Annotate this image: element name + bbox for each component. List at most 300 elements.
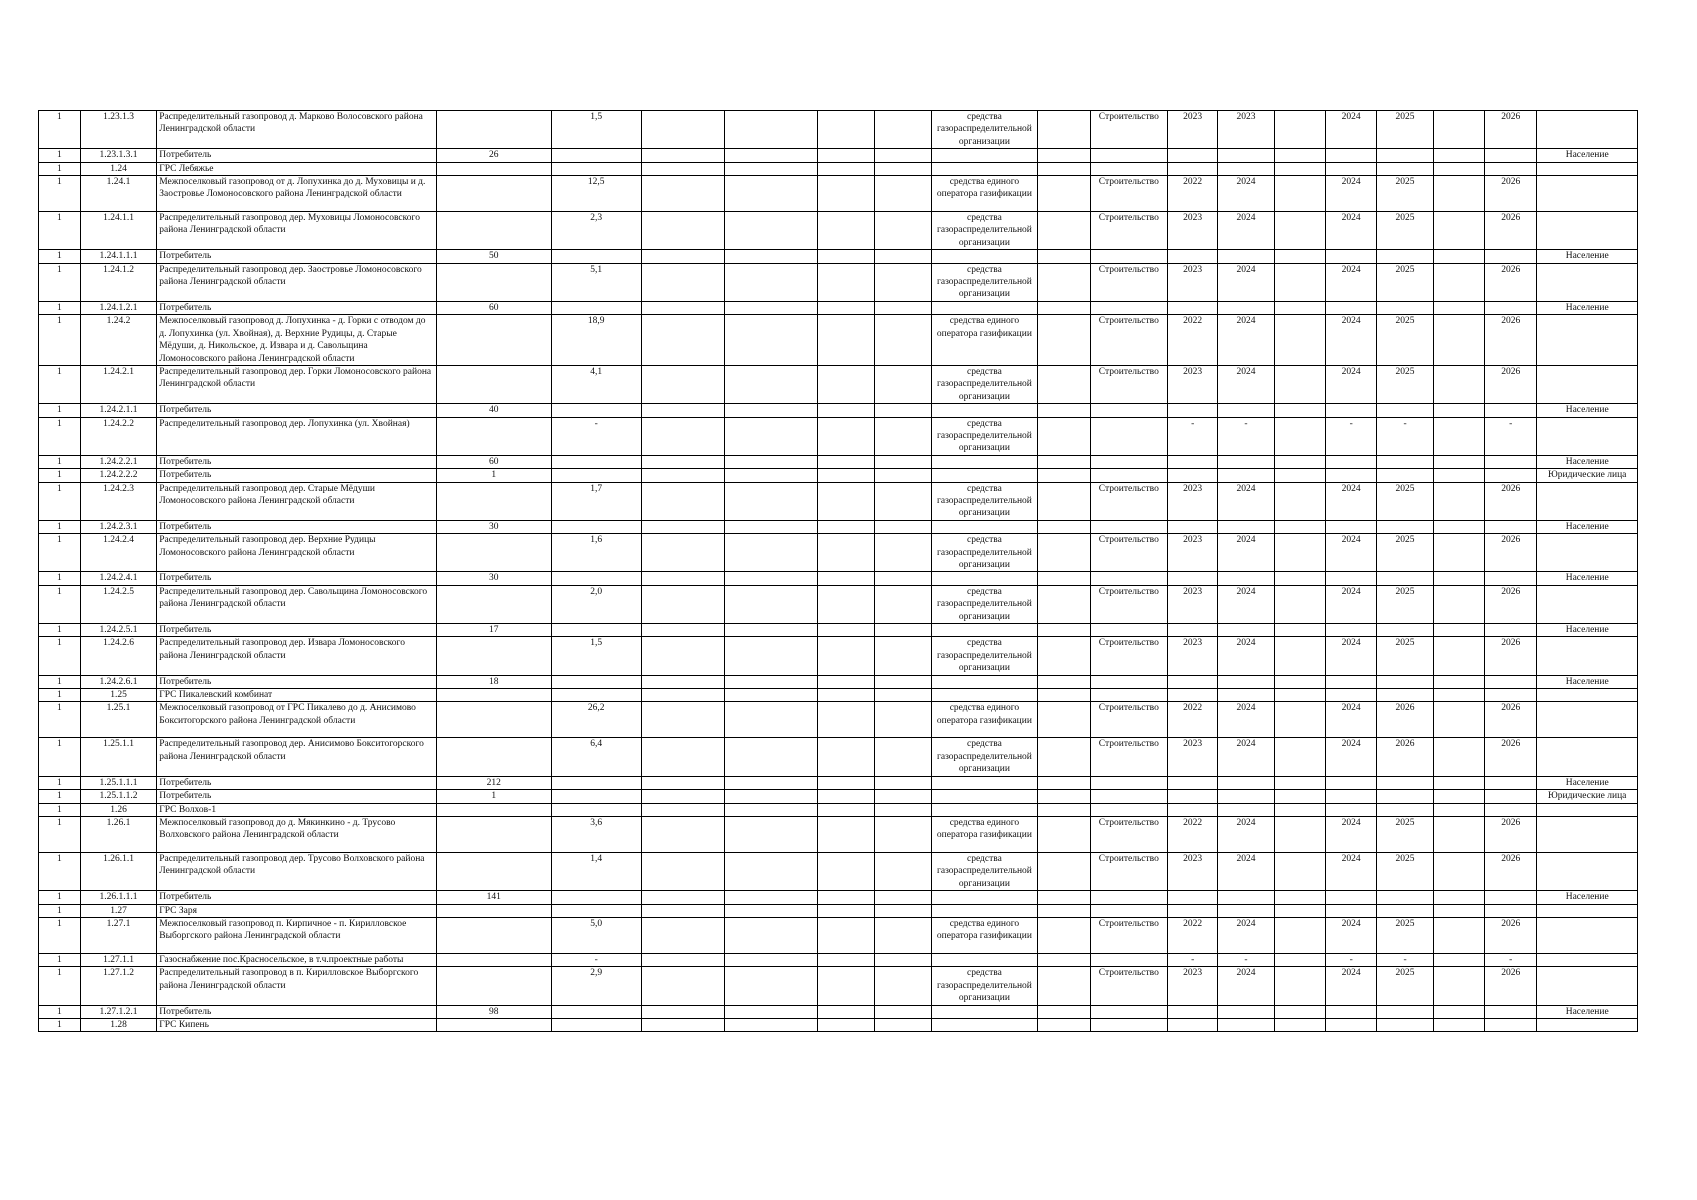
col-end-year bbox=[1218, 624, 1275, 637]
col-empty-7 bbox=[817, 803, 875, 816]
col-funding: средства газораспределительной организации bbox=[931, 365, 1038, 403]
col-length bbox=[551, 162, 641, 175]
col-consumer-type bbox=[1537, 852, 1638, 890]
col-project-start: 2024 bbox=[1326, 637, 1377, 675]
col-empty-10 bbox=[1038, 790, 1090, 803]
col-length: 1,5 bbox=[551, 111, 641, 149]
col-number: 1.24.2.6 bbox=[80, 637, 156, 675]
col-work-type: Строительство bbox=[1090, 816, 1167, 852]
col-consumer-type: Население bbox=[1537, 301, 1638, 314]
col-funding bbox=[931, 1018, 1038, 1031]
col-consumer-type: Население bbox=[1537, 891, 1638, 904]
col-consumer-type bbox=[1537, 967, 1638, 1005]
col-project-start bbox=[1326, 1018, 1377, 1031]
col-empty-17 bbox=[1433, 455, 1484, 468]
col-empty-14 bbox=[1274, 816, 1325, 852]
col-consumer-type bbox=[1537, 417, 1638, 455]
col-number: 1.24.1.2 bbox=[80, 263, 156, 301]
col-consumers: 98 bbox=[436, 1005, 551, 1018]
col-empty-10 bbox=[1038, 469, 1090, 482]
col-length: 26,2 bbox=[551, 702, 641, 738]
col-empty-17 bbox=[1433, 816, 1484, 852]
col-empty-14 bbox=[1274, 301, 1325, 314]
col-funding: средства единого оператора газификации bbox=[931, 176, 1038, 212]
col-empty-17 bbox=[1433, 301, 1484, 314]
col-consumer-type bbox=[1537, 315, 1638, 366]
col-empty-7 bbox=[817, 301, 875, 314]
col-empty-7 bbox=[817, 702, 875, 738]
col-funding bbox=[931, 776, 1038, 789]
col-empty-17 bbox=[1433, 482, 1484, 520]
col-flag: 1 bbox=[39, 967, 81, 1005]
col-number: 1.24.2.3.1 bbox=[80, 520, 156, 533]
col-consumer-type bbox=[1537, 917, 1638, 953]
col-consumer-type: Население bbox=[1537, 675, 1638, 688]
col-flag: 1 bbox=[39, 250, 81, 263]
col-empty-5 bbox=[641, 315, 725, 366]
col-work-type bbox=[1090, 469, 1167, 482]
col-funding: средства единого оператора газификации bbox=[931, 315, 1038, 366]
col-end-year bbox=[1218, 776, 1275, 789]
col-project-end: 2025 bbox=[1377, 816, 1434, 852]
col-empty-8 bbox=[875, 738, 932, 776]
col-empty-10 bbox=[1038, 816, 1090, 852]
col-name: Потребитель bbox=[157, 624, 436, 637]
col-empty-17 bbox=[1433, 149, 1484, 162]
col-empty-10 bbox=[1038, 637, 1090, 675]
col-empty-5 bbox=[641, 953, 725, 966]
col-consumers bbox=[436, 585, 551, 623]
col-empty-14 bbox=[1274, 417, 1325, 455]
col-empty-5 bbox=[641, 675, 725, 688]
table-row bbox=[39, 417, 1638, 455]
col-flag: 1 bbox=[39, 469, 81, 482]
col-empty-8 bbox=[875, 1018, 932, 1031]
col-empty-5 bbox=[641, 967, 725, 1005]
col-flag: 1 bbox=[39, 572, 81, 585]
col-empty-7 bbox=[817, 417, 875, 455]
col-consumers bbox=[436, 967, 551, 1005]
col-length bbox=[551, 624, 641, 637]
col-empty-8 bbox=[875, 482, 932, 520]
col-empty-17 bbox=[1433, 250, 1484, 263]
col-empty-6 bbox=[725, 469, 817, 482]
col-empty-14 bbox=[1274, 689, 1325, 702]
col-empty-6 bbox=[725, 689, 817, 702]
col-consumer-type: Население bbox=[1537, 776, 1638, 789]
col-number: 1.27.1.2 bbox=[80, 967, 156, 1005]
col-name: Потребитель bbox=[157, 572, 436, 585]
col-end-year bbox=[1218, 572, 1275, 585]
col-consumer-type bbox=[1537, 585, 1638, 623]
col-empty-7 bbox=[817, 917, 875, 953]
col-empty-7 bbox=[817, 404, 875, 417]
col-length bbox=[551, 149, 641, 162]
col-flag: 1 bbox=[39, 111, 81, 149]
col-consumers bbox=[436, 176, 551, 212]
col-start-year: 2023 bbox=[1168, 637, 1218, 675]
col-number: 1.26 bbox=[80, 803, 156, 816]
col-start-year: - bbox=[1168, 417, 1218, 455]
col-project-end: 2025 bbox=[1377, 637, 1434, 675]
col-length: 1,6 bbox=[551, 534, 641, 572]
col-project-start bbox=[1326, 455, 1377, 468]
col-funding: средства единого оператора газификации bbox=[931, 816, 1038, 852]
col-empty-17 bbox=[1433, 404, 1484, 417]
col-start-year bbox=[1168, 404, 1218, 417]
col-start-year: 2023 bbox=[1168, 212, 1218, 250]
table-row bbox=[39, 1018, 1638, 1031]
col-flag: 1 bbox=[39, 776, 81, 789]
col-empty-6 bbox=[725, 111, 817, 149]
col-project-end: 2025 bbox=[1377, 315, 1434, 366]
col-empty-8 bbox=[875, 689, 932, 702]
col-name: Потребитель bbox=[157, 455, 436, 468]
col-consumer-type: Население bbox=[1537, 1005, 1638, 1018]
col-length bbox=[551, 301, 641, 314]
col-funding bbox=[931, 162, 1038, 175]
col-empty-7 bbox=[817, 111, 875, 149]
col-empty-10 bbox=[1038, 520, 1090, 533]
col-flag: 1 bbox=[39, 162, 81, 175]
col-empty-5 bbox=[641, 250, 725, 263]
col-consumers bbox=[436, 482, 551, 520]
col-end-year: 2024 bbox=[1218, 212, 1275, 250]
col-length bbox=[551, 776, 641, 789]
table-row bbox=[39, 1005, 1638, 1018]
col-number: 1.27.1 bbox=[80, 917, 156, 953]
col-empty-17 bbox=[1433, 365, 1484, 403]
col-empty-10 bbox=[1038, 852, 1090, 890]
col-start-year: 2023 bbox=[1168, 585, 1218, 623]
col-work-type bbox=[1090, 953, 1167, 966]
col-name: ГРС Кипень bbox=[157, 1018, 436, 1031]
col-funding bbox=[931, 404, 1038, 417]
col-empty-10 bbox=[1038, 891, 1090, 904]
col-start-year: 2023 bbox=[1168, 365, 1218, 403]
col-project-start bbox=[1326, 624, 1377, 637]
col-start-year: 2022 bbox=[1168, 315, 1218, 366]
col-project-end bbox=[1377, 675, 1434, 688]
col-empty-17 bbox=[1433, 624, 1484, 637]
col-funding bbox=[931, 790, 1038, 803]
col-flag: 1 bbox=[39, 917, 81, 953]
col-empty-7 bbox=[817, 953, 875, 966]
col-consumer-type: Население bbox=[1537, 404, 1638, 417]
col-empty-8 bbox=[875, 585, 932, 623]
col-empty-17 bbox=[1433, 572, 1484, 585]
col-commission-year: 2026 bbox=[1485, 176, 1537, 212]
col-empty-17 bbox=[1433, 212, 1484, 250]
col-start-year bbox=[1168, 1005, 1218, 1018]
col-project-start bbox=[1326, 162, 1377, 175]
col-empty-17 bbox=[1433, 803, 1484, 816]
col-empty-10 bbox=[1038, 917, 1090, 953]
col-project-end: 2026 bbox=[1377, 702, 1434, 738]
col-empty-8 bbox=[875, 702, 932, 738]
col-empty-7 bbox=[817, 891, 875, 904]
col-project-end bbox=[1377, 891, 1434, 904]
col-end-year: 2024 bbox=[1218, 917, 1275, 953]
col-work-type bbox=[1090, 1005, 1167, 1018]
col-funding: средства газораспределительной организации bbox=[931, 738, 1038, 776]
col-start-year bbox=[1168, 891, 1218, 904]
col-flag: 1 bbox=[39, 803, 81, 816]
col-length bbox=[551, 1018, 641, 1031]
col-empty-5 bbox=[641, 572, 725, 585]
gas-pipeline-table bbox=[38, 110, 1638, 1032]
col-start-year: 2023 bbox=[1168, 738, 1218, 776]
col-consumer-type bbox=[1537, 176, 1638, 212]
col-empty-8 bbox=[875, 917, 932, 953]
col-empty-17 bbox=[1433, 534, 1484, 572]
col-number: 1.25.1.1.1 bbox=[80, 776, 156, 789]
col-start-year bbox=[1168, 520, 1218, 533]
col-empty-17 bbox=[1433, 417, 1484, 455]
col-length: 4,1 bbox=[551, 365, 641, 403]
col-work-type: Строительство bbox=[1090, 702, 1167, 738]
col-empty-8 bbox=[875, 149, 932, 162]
col-empty-10 bbox=[1038, 702, 1090, 738]
col-empty-7 bbox=[817, 816, 875, 852]
table-row bbox=[39, 585, 1638, 623]
col-empty-10 bbox=[1038, 572, 1090, 585]
col-empty-10 bbox=[1038, 365, 1090, 403]
col-project-end bbox=[1377, 790, 1434, 803]
col-empty-14 bbox=[1274, 176, 1325, 212]
col-empty-8 bbox=[875, 953, 932, 966]
col-empty-17 bbox=[1433, 162, 1484, 175]
col-consumer-type bbox=[1537, 689, 1638, 702]
col-empty-6 bbox=[725, 572, 817, 585]
col-consumer-type bbox=[1537, 803, 1638, 816]
col-consumer-type bbox=[1537, 263, 1638, 301]
col-flag: 1 bbox=[39, 738, 81, 776]
col-commission-year: 2026 bbox=[1485, 111, 1537, 149]
col-work-type: Строительство bbox=[1090, 212, 1167, 250]
col-funding bbox=[931, 689, 1038, 702]
col-empty-7 bbox=[817, 212, 875, 250]
col-consumer-type bbox=[1537, 111, 1638, 149]
table-row bbox=[39, 455, 1638, 468]
col-empty-8 bbox=[875, 637, 932, 675]
col-start-year: 2022 bbox=[1168, 176, 1218, 212]
col-empty-5 bbox=[641, 738, 725, 776]
col-empty-14 bbox=[1274, 572, 1325, 585]
col-number: 1.24.2 bbox=[80, 315, 156, 366]
col-work-type bbox=[1090, 250, 1167, 263]
col-end-year: - bbox=[1218, 953, 1275, 966]
col-number: 1.24 bbox=[80, 162, 156, 175]
col-funding bbox=[931, 953, 1038, 966]
col-funding: средства газораспределительной организации bbox=[931, 585, 1038, 623]
col-flag: 1 bbox=[39, 417, 81, 455]
col-project-end: 2025 bbox=[1377, 917, 1434, 953]
col-end-year bbox=[1218, 162, 1275, 175]
col-work-type bbox=[1090, 1018, 1167, 1031]
col-empty-14 bbox=[1274, 803, 1325, 816]
table-row bbox=[39, 790, 1638, 803]
col-empty-14 bbox=[1274, 953, 1325, 966]
col-name: Распределительный газопровод дер. Трусово Волховского района Ленинградской области bbox=[157, 852, 436, 890]
col-consumers bbox=[436, 162, 551, 175]
col-start-year bbox=[1168, 624, 1218, 637]
col-number: 1.25.1.1.2 bbox=[80, 790, 156, 803]
col-project-end: 2025 bbox=[1377, 534, 1434, 572]
col-number: 1.23.1.3.1 bbox=[80, 149, 156, 162]
col-empty-17 bbox=[1433, 689, 1484, 702]
col-flag: 1 bbox=[39, 585, 81, 623]
col-end-year: 2024 bbox=[1218, 967, 1275, 1005]
col-empty-6 bbox=[725, 263, 817, 301]
table-row bbox=[39, 365, 1638, 403]
col-project-start bbox=[1326, 404, 1377, 417]
col-work-type bbox=[1090, 301, 1167, 314]
col-work-type bbox=[1090, 624, 1167, 637]
col-consumer-type: Население bbox=[1537, 250, 1638, 263]
col-project-end bbox=[1377, 404, 1434, 417]
col-work-type bbox=[1090, 162, 1167, 175]
col-empty-14 bbox=[1274, 624, 1325, 637]
table-row bbox=[39, 637, 1638, 675]
col-project-start: 2024 bbox=[1326, 585, 1377, 623]
col-empty-5 bbox=[641, 637, 725, 675]
col-project-start bbox=[1326, 904, 1377, 917]
col-flag: 1 bbox=[39, 689, 81, 702]
col-empty-5 bbox=[641, 790, 725, 803]
col-flag: 1 bbox=[39, 482, 81, 520]
col-work-type bbox=[1090, 675, 1167, 688]
col-project-end: 2025 bbox=[1377, 852, 1434, 890]
col-empty-10 bbox=[1038, 250, 1090, 263]
gas-pipeline-table-page bbox=[38, 110, 1638, 1032]
col-empty-17 bbox=[1433, 111, 1484, 149]
col-empty-10 bbox=[1038, 904, 1090, 917]
col-empty-14 bbox=[1274, 738, 1325, 776]
col-number: 1.24.1 bbox=[80, 176, 156, 212]
col-project-start: 2024 bbox=[1326, 702, 1377, 738]
col-name: Потребитель bbox=[157, 1005, 436, 1018]
col-name: Потребитель bbox=[157, 520, 436, 533]
col-empty-14 bbox=[1274, 263, 1325, 301]
col-empty-10 bbox=[1038, 624, 1090, 637]
col-number: 1.24.1.1.1 bbox=[80, 250, 156, 263]
col-empty-6 bbox=[725, 904, 817, 917]
col-name: Потребитель bbox=[157, 301, 436, 314]
col-flag: 1 bbox=[39, 365, 81, 403]
col-commission-year bbox=[1485, 1005, 1537, 1018]
col-funding: средства газораспределительной организации bbox=[931, 534, 1038, 572]
col-consumers bbox=[436, 816, 551, 852]
col-consumer-type: Юридические лица bbox=[1537, 790, 1638, 803]
col-project-start bbox=[1326, 675, 1377, 688]
col-consumer-type bbox=[1537, 738, 1638, 776]
col-project-end bbox=[1377, 1018, 1434, 1031]
col-commission-year bbox=[1485, 301, 1537, 314]
col-empty-14 bbox=[1274, 1005, 1325, 1018]
col-empty-8 bbox=[875, 417, 932, 455]
col-empty-17 bbox=[1433, 520, 1484, 533]
col-consumers: 40 bbox=[436, 404, 551, 417]
col-empty-5 bbox=[641, 469, 725, 482]
col-start-year bbox=[1168, 904, 1218, 917]
col-empty-5 bbox=[641, 803, 725, 816]
col-empty-10 bbox=[1038, 1018, 1090, 1031]
col-number: 1.24.1.2.1 bbox=[80, 301, 156, 314]
col-empty-5 bbox=[641, 904, 725, 917]
col-project-start: 2024 bbox=[1326, 365, 1377, 403]
col-empty-10 bbox=[1038, 585, 1090, 623]
col-funding: средства газораспределительной организации bbox=[931, 852, 1038, 890]
col-length: 3,6 bbox=[551, 816, 641, 852]
col-project-start: - bbox=[1326, 953, 1377, 966]
col-number: 1.27.1.1 bbox=[80, 953, 156, 966]
col-empty-6 bbox=[725, 675, 817, 688]
col-funding bbox=[931, 250, 1038, 263]
col-length: 5,0 bbox=[551, 917, 641, 953]
col-empty-7 bbox=[817, 263, 875, 301]
col-start-year: 2023 bbox=[1168, 534, 1218, 572]
col-name: Потребитель bbox=[157, 891, 436, 904]
col-empty-17 bbox=[1433, 1005, 1484, 1018]
col-work-type bbox=[1090, 891, 1167, 904]
col-empty-14 bbox=[1274, 482, 1325, 520]
col-empty-7 bbox=[817, 1005, 875, 1018]
col-empty-10 bbox=[1038, 149, 1090, 162]
col-start-year bbox=[1168, 790, 1218, 803]
col-number: 1.24.2.5.1 bbox=[80, 624, 156, 637]
col-empty-5 bbox=[641, 891, 725, 904]
col-empty-14 bbox=[1274, 162, 1325, 175]
col-empty-6 bbox=[725, 176, 817, 212]
col-consumer-type bbox=[1537, 637, 1638, 675]
col-project-start: 2024 bbox=[1326, 816, 1377, 852]
col-empty-10 bbox=[1038, 176, 1090, 212]
col-empty-14 bbox=[1274, 520, 1325, 533]
col-flag: 1 bbox=[39, 624, 81, 637]
table-row bbox=[39, 212, 1638, 250]
col-empty-17 bbox=[1433, 702, 1484, 738]
col-empty-6 bbox=[725, 301, 817, 314]
col-project-end bbox=[1377, 149, 1434, 162]
col-consumers bbox=[436, 689, 551, 702]
col-number: 1.27 bbox=[80, 904, 156, 917]
table-row bbox=[39, 149, 1638, 162]
col-work-type: Строительство bbox=[1090, 315, 1167, 366]
col-empty-6 bbox=[725, 624, 817, 637]
col-empty-17 bbox=[1433, 637, 1484, 675]
col-empty-6 bbox=[725, 852, 817, 890]
col-project-end: 2025 bbox=[1377, 263, 1434, 301]
table-row bbox=[39, 917, 1638, 953]
col-empty-6 bbox=[725, 917, 817, 953]
col-project-start: 2024 bbox=[1326, 315, 1377, 366]
col-project-end bbox=[1377, 162, 1434, 175]
col-name: Межпоселковый газопровод до д. Мякинкино - д. Трусово Волховского района Ленинградской области bbox=[157, 816, 436, 852]
col-commission-year: 2026 bbox=[1485, 315, 1537, 366]
col-commission-year: 2026 bbox=[1485, 534, 1537, 572]
col-length: 2,9 bbox=[551, 967, 641, 1005]
col-empty-14 bbox=[1274, 315, 1325, 366]
col-consumer-type: Юридические лица bbox=[1537, 469, 1638, 482]
col-flag: 1 bbox=[39, 1005, 81, 1018]
col-end-year: 2023 bbox=[1218, 111, 1275, 149]
col-empty-5 bbox=[641, 263, 725, 301]
col-name: Потребитель bbox=[157, 149, 436, 162]
col-consumers bbox=[436, 953, 551, 966]
col-start-year: 2022 bbox=[1168, 702, 1218, 738]
col-empty-5 bbox=[641, 162, 725, 175]
